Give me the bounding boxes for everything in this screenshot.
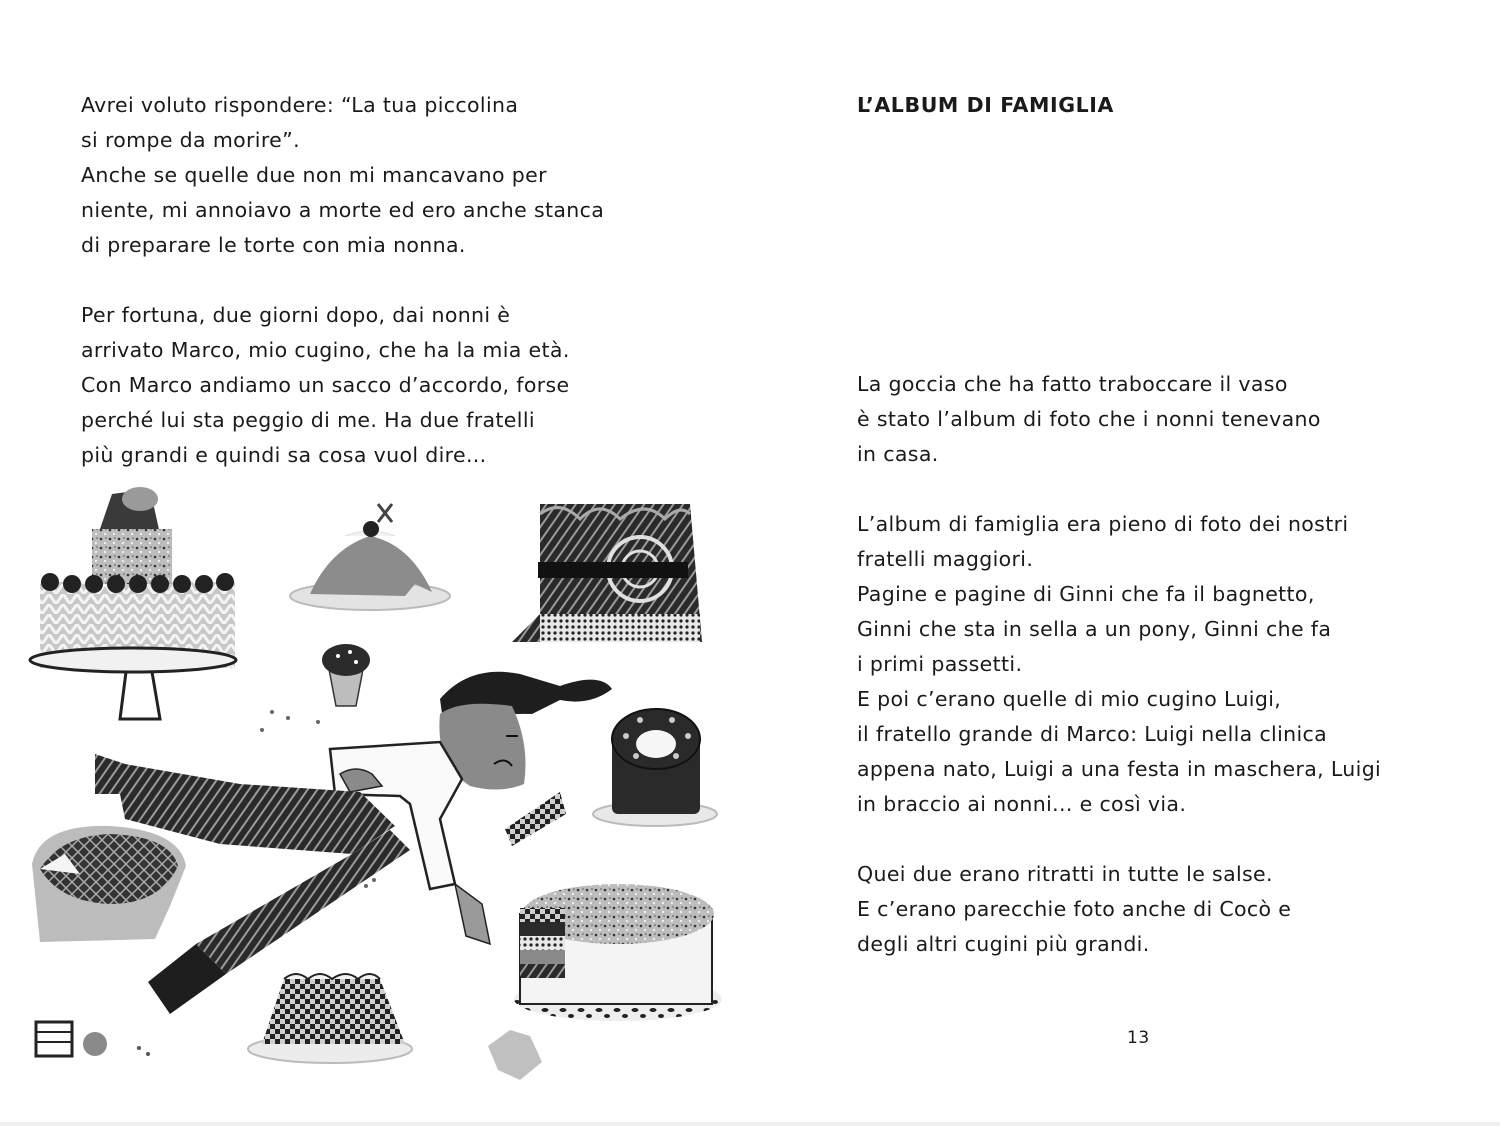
text-line: L’album di famiglia era pieno di foto dei nostri [857, 512, 1349, 536]
text-line: La goccia che ha fatto traboccare il vaso [857, 372, 1288, 396]
paragraph [81, 88, 721, 263]
text-line: il fratello grande di Marco: Luigi nella clinica [857, 722, 1328, 746]
text-line: Ginni che sta in sella a un pony, Ginni che fa [857, 617, 1332, 641]
page-edge [0, 1122, 1500, 1126]
crumpled-paper [488, 1030, 542, 1080]
swirl-cake [512, 504, 702, 642]
text-line: è stato l’album di foto che i nonni tenevano [857, 407, 1321, 431]
paragraph [81, 298, 721, 473]
text-line: fratelli maggiori. [857, 547, 1034, 571]
page-number: 13 [1127, 1028, 1150, 1048]
text-line: appena nato, Luigi a una festa in maschera, Luigi [857, 757, 1382, 781]
text-line: perché lui sta peggio di me. Ha due fratelli [81, 408, 535, 432]
text-line: Pagine e pagine di Ginni che fa il bagnetto, [857, 582, 1315, 606]
text-line: arrivato Marco, mio cugino, che ha la mia età. [81, 338, 570, 362]
paragraph [857, 507, 1457, 822]
text-line: i primi passetti. [857, 652, 1023, 676]
small-cake-slice [36, 1022, 150, 1056]
text-line: in braccio ai nonni... e così via. [857, 792, 1187, 816]
text-line: Avrei voluto rispondere: “La tua piccolina [81, 93, 519, 117]
left-page-text [81, 88, 721, 508]
text-line: E poi c’erano quelle di mio cugino Luigi, [857, 687, 1282, 711]
text-line: Per fortuna, due giorni dopo, dai nonni è [81, 303, 511, 327]
text-line: niente, mi annoiavo a morte ed ero anche stanca [81, 198, 605, 222]
text-line: Quei due erano ritratti in tutte le salse. [857, 862, 1273, 886]
tart-with-cherry [290, 504, 450, 610]
layered-cake-on-stand [30, 487, 236, 719]
cake-slice [505, 792, 566, 846]
speckled-round-cake [514, 884, 722, 1021]
text-line: E c’erano parecchie foto anche di Cocò e [857, 897, 1292, 921]
chapter-title: L’ALBUM DI FAMIGLIA [857, 93, 1114, 117]
cakes-illustration [0, 474, 750, 1126]
text-line: più grandi e quindi sa cosa vuol dire... [81, 443, 487, 467]
lattice-pie [32, 826, 186, 942]
text-line: di preparare le torte con mia nonna. [81, 233, 466, 257]
paragraph [857, 367, 1457, 472]
text-line: in casa. [857, 442, 939, 466]
text-line: si rompe da morire”. [81, 128, 300, 152]
donut-cake [593, 709, 717, 826]
right-page [750, 0, 1500, 1126]
right-page-text [857, 367, 1457, 997]
paragraph [857, 857, 1457, 962]
text-line: Con Marco andiamo un sacco d’accordo, forse [81, 373, 570, 397]
text-line: degli altri cugini più grandi. [857, 932, 1150, 956]
text-line: Anche se quelle due non mi mancavano per [81, 163, 547, 187]
dotted-cake [248, 974, 412, 1063]
cupcake [322, 644, 370, 706]
